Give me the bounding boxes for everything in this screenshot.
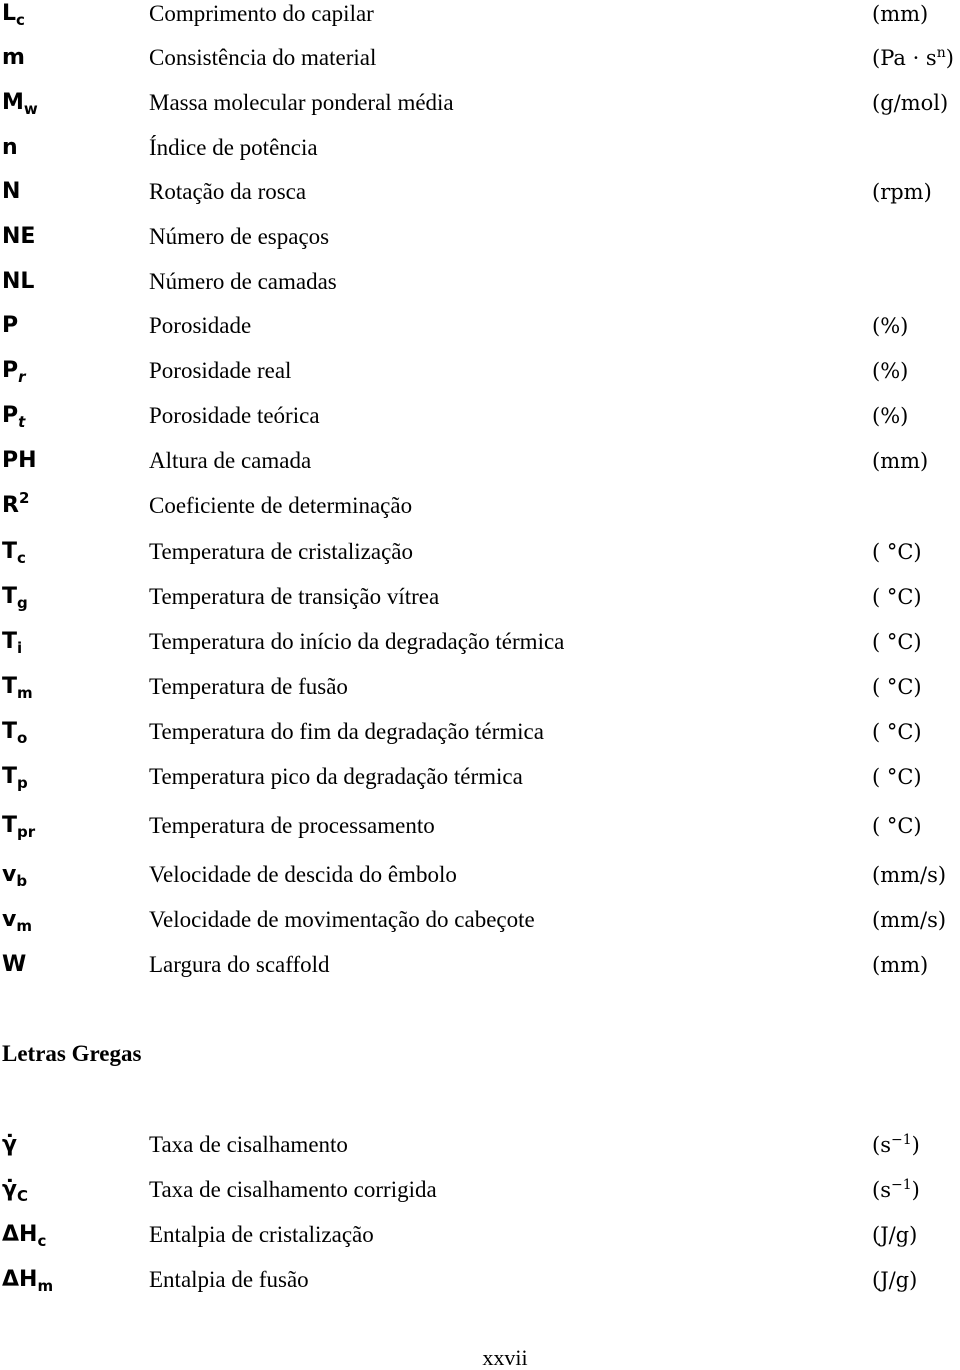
symbol-subscript: m xyxy=(37,1277,54,1295)
symbol-base: ΔH xyxy=(2,1222,38,1247)
symbol-subscript: m xyxy=(16,917,32,935)
unit-text: (J/g) xyxy=(872,1223,918,1247)
symbol-row xyxy=(0,357,960,397)
unit-superscript: −1 xyxy=(890,1177,912,1193)
symbol-unit xyxy=(872,583,922,611)
symbol xyxy=(2,489,30,520)
unit-text: (rpm) xyxy=(872,180,932,204)
symbol-unit xyxy=(872,812,922,840)
symbol-unit xyxy=(872,447,928,475)
symbol-row xyxy=(0,673,960,713)
unit-superscript: −1 xyxy=(890,1132,912,1148)
symbol-unit xyxy=(872,1266,917,1294)
symbol-description: Porosidade real xyxy=(149,358,292,383)
symbol-unit xyxy=(872,861,946,889)
symbol xyxy=(2,538,26,566)
symbol xyxy=(2,357,26,385)
symbol-unit xyxy=(872,44,954,72)
symbol xyxy=(2,812,35,840)
unit-text: ( °C) xyxy=(872,720,922,744)
symbol-subscript: c xyxy=(16,11,25,29)
symbol xyxy=(2,1221,46,1249)
symbol-description: Largura do scaffold xyxy=(149,952,330,977)
symbol-subscript: pr xyxy=(17,823,36,841)
symbol-subscript: c xyxy=(17,549,26,567)
symbol xyxy=(2,178,20,206)
symbol-description: Temperatura de cristalização xyxy=(149,539,414,564)
symbol xyxy=(2,447,37,475)
unit-text: (g/mol) xyxy=(872,91,949,115)
unit-text: (s xyxy=(872,1133,891,1157)
symbol xyxy=(2,951,26,979)
symbol-description: Coeficiente de determinação xyxy=(149,493,413,518)
symbol xyxy=(2,673,33,701)
symbol-description: Temperatura de fusão xyxy=(149,674,348,699)
unit-tail: ) xyxy=(911,1178,920,1202)
symbol-row xyxy=(0,951,960,991)
unit-text: (s xyxy=(872,1178,891,1202)
symbol-subscript: i xyxy=(17,639,23,657)
symbol xyxy=(2,628,22,656)
symbol-unit xyxy=(872,538,922,566)
symbol xyxy=(2,718,27,746)
unit-text: (Pa · s xyxy=(872,46,937,70)
symbol-base: ΔH xyxy=(2,1267,38,1292)
symbol-base: P xyxy=(2,403,19,428)
symbol xyxy=(2,89,38,117)
symbol-unit xyxy=(872,402,908,430)
symbol-description: Rotação da rosca xyxy=(149,179,307,204)
symbol-unit xyxy=(872,951,928,979)
unit-text: ( °C) xyxy=(872,585,922,609)
symbol xyxy=(2,223,35,251)
symbol-description: Porosidade teórica xyxy=(149,403,320,428)
symbol-base: T xyxy=(2,674,18,699)
symbol-unit xyxy=(872,906,946,934)
symbol-row xyxy=(0,312,960,352)
symbol-base: PH xyxy=(2,448,37,473)
symbol-row xyxy=(0,763,960,803)
symbol-row xyxy=(0,1221,960,1261)
symbol-description: Porosidade xyxy=(149,313,252,338)
symbol-unit xyxy=(872,718,922,746)
unit-text: (mm) xyxy=(872,953,929,977)
symbol-row xyxy=(0,1131,960,1171)
symbol xyxy=(2,0,25,28)
symbol-unit xyxy=(872,628,922,656)
symbol-base: NL xyxy=(2,269,35,294)
symbol-subscript: t xyxy=(18,413,26,431)
symbol-unit xyxy=(872,1221,917,1249)
symbol-base: NE xyxy=(2,224,36,249)
symbol xyxy=(2,583,28,611)
unit-text: (%) xyxy=(872,314,909,338)
symbol-description: Número de espaços xyxy=(149,224,330,249)
symbol-description: Temperatura de processamento xyxy=(149,813,435,838)
page-number: xxvii xyxy=(482,1345,528,1370)
symbol-subscript: m xyxy=(17,684,33,702)
unit-tail: ) xyxy=(945,46,954,70)
symbol-subscript: b xyxy=(16,872,28,890)
unit-text: ( °C) xyxy=(872,765,922,789)
symbol-row xyxy=(0,861,960,901)
symbol-description: Velocidade de descida do êmbolo xyxy=(149,862,457,887)
symbol-description: Temperatura do fim da degradação térmica xyxy=(149,719,544,744)
symbol-description: Altura de camada xyxy=(149,448,312,473)
symbol-base: T xyxy=(2,539,18,564)
symbol-unit xyxy=(872,1176,920,1204)
symbol xyxy=(2,763,28,791)
symbol xyxy=(2,44,25,72)
symbol-row xyxy=(0,89,960,129)
symbol-row xyxy=(0,223,960,263)
symbol-description: Consistência do material xyxy=(149,45,377,70)
symbol-row xyxy=(0,812,960,852)
unit-superscript: n xyxy=(936,45,946,61)
symbol-base: T xyxy=(2,719,18,744)
unit-text: (%) xyxy=(872,359,909,383)
symbol-subscript: r xyxy=(18,368,26,386)
symbol-unit xyxy=(872,357,908,385)
symbol-base: γ̇ xyxy=(2,1177,17,1202)
symbol-description: Taxa de cisalhamento xyxy=(149,1132,348,1157)
symbol xyxy=(2,312,18,340)
symbol xyxy=(2,1176,28,1204)
symbol-base: v xyxy=(2,907,17,932)
symbol-row xyxy=(0,718,960,758)
symbol-unit xyxy=(872,673,922,701)
symbol xyxy=(2,1266,53,1294)
unit-text: (%) xyxy=(872,404,909,428)
symbol-description: Entalpia de fusão xyxy=(149,1267,309,1292)
symbol-base: T xyxy=(2,764,18,789)
symbol-row xyxy=(0,447,960,487)
symbol-row xyxy=(0,44,960,84)
symbol-unit xyxy=(872,312,908,340)
symbol-subscript: g xyxy=(17,594,28,612)
symbol-base: v xyxy=(2,862,17,887)
symbol-base: M xyxy=(2,90,24,115)
symbol-description: Temperatura pico da degradação térmica xyxy=(149,764,523,789)
symbol-row xyxy=(0,906,960,946)
symbol-description: Velocidade de movimentação do cabeçote xyxy=(149,907,535,932)
symbol-row xyxy=(0,489,960,532)
symbol-base: γ̇ xyxy=(2,1132,17,1157)
symbol-subscript: w xyxy=(23,100,38,118)
symbol-subscript: o xyxy=(17,729,28,747)
symbol xyxy=(2,861,27,889)
symbol xyxy=(2,1131,17,1159)
symbol-base: W xyxy=(2,952,27,977)
unit-tail: ) xyxy=(911,1133,920,1157)
symbol-description: Índice de potência xyxy=(149,135,318,160)
symbol-row xyxy=(0,0,960,40)
unit-text: ( °C) xyxy=(872,675,922,699)
symbol-base: n xyxy=(2,135,18,160)
symbol-description: Temperatura do início da degradação térmica xyxy=(149,629,565,654)
symbol-subscript: p xyxy=(17,774,28,792)
symbol-unit xyxy=(872,89,948,117)
symbol-description: Temperatura de transição vítrea xyxy=(149,584,440,609)
symbol-row xyxy=(0,134,960,174)
unit-text: ( °C) xyxy=(872,814,922,838)
symbol-base: R xyxy=(2,493,19,518)
unit-text: (mm/s) xyxy=(872,908,947,932)
unit-text: ( °C) xyxy=(872,540,922,564)
symbol-unit xyxy=(872,763,922,791)
symbol-row xyxy=(0,583,960,623)
symbol-unit xyxy=(872,0,928,28)
unit-text: (mm/s) xyxy=(872,863,947,887)
symbol xyxy=(2,134,18,162)
symbol-description: Taxa de cisalhamento corrigida xyxy=(149,1177,437,1202)
symbol-superscript: 2 xyxy=(18,489,30,507)
symbol-row xyxy=(0,1176,960,1216)
symbol-description: Comprimento do capilar xyxy=(149,1,374,26)
symbol-row xyxy=(0,268,960,308)
unit-text: (mm) xyxy=(872,449,929,473)
symbol-base: L xyxy=(2,1,17,26)
symbol-row xyxy=(0,402,960,442)
symbol-subscript: c xyxy=(37,1232,47,1250)
symbol-description: Entalpia de cristalização xyxy=(149,1222,374,1247)
unit-text: (mm) xyxy=(872,2,929,26)
symbol-description: Número de camadas xyxy=(149,269,337,294)
symbol-subscript: C xyxy=(17,1187,29,1205)
symbol-base: N xyxy=(2,179,21,204)
symbol xyxy=(2,402,25,430)
symbol-base: T xyxy=(2,629,18,654)
symbol-unit xyxy=(872,178,932,206)
symbol-base: P xyxy=(2,313,19,338)
symbol-row xyxy=(0,1266,960,1306)
symbol-row xyxy=(0,178,960,218)
symbol-row xyxy=(0,538,960,578)
symbol-description: Massa molecular ponderal média xyxy=(149,90,454,115)
symbol-base: m xyxy=(2,45,25,70)
symbol-base: P xyxy=(2,358,19,383)
unit-text: (J/g) xyxy=(872,1268,918,1292)
symbol-base: T xyxy=(2,584,18,609)
section-title-greek-letters: Letras Gregas xyxy=(2,1041,142,1066)
symbol-row xyxy=(0,628,960,668)
symbol xyxy=(2,268,34,296)
symbol-base: T xyxy=(2,813,18,838)
symbol-unit xyxy=(872,1131,920,1159)
unit-text: ( °C) xyxy=(872,630,922,654)
symbol xyxy=(2,906,32,934)
